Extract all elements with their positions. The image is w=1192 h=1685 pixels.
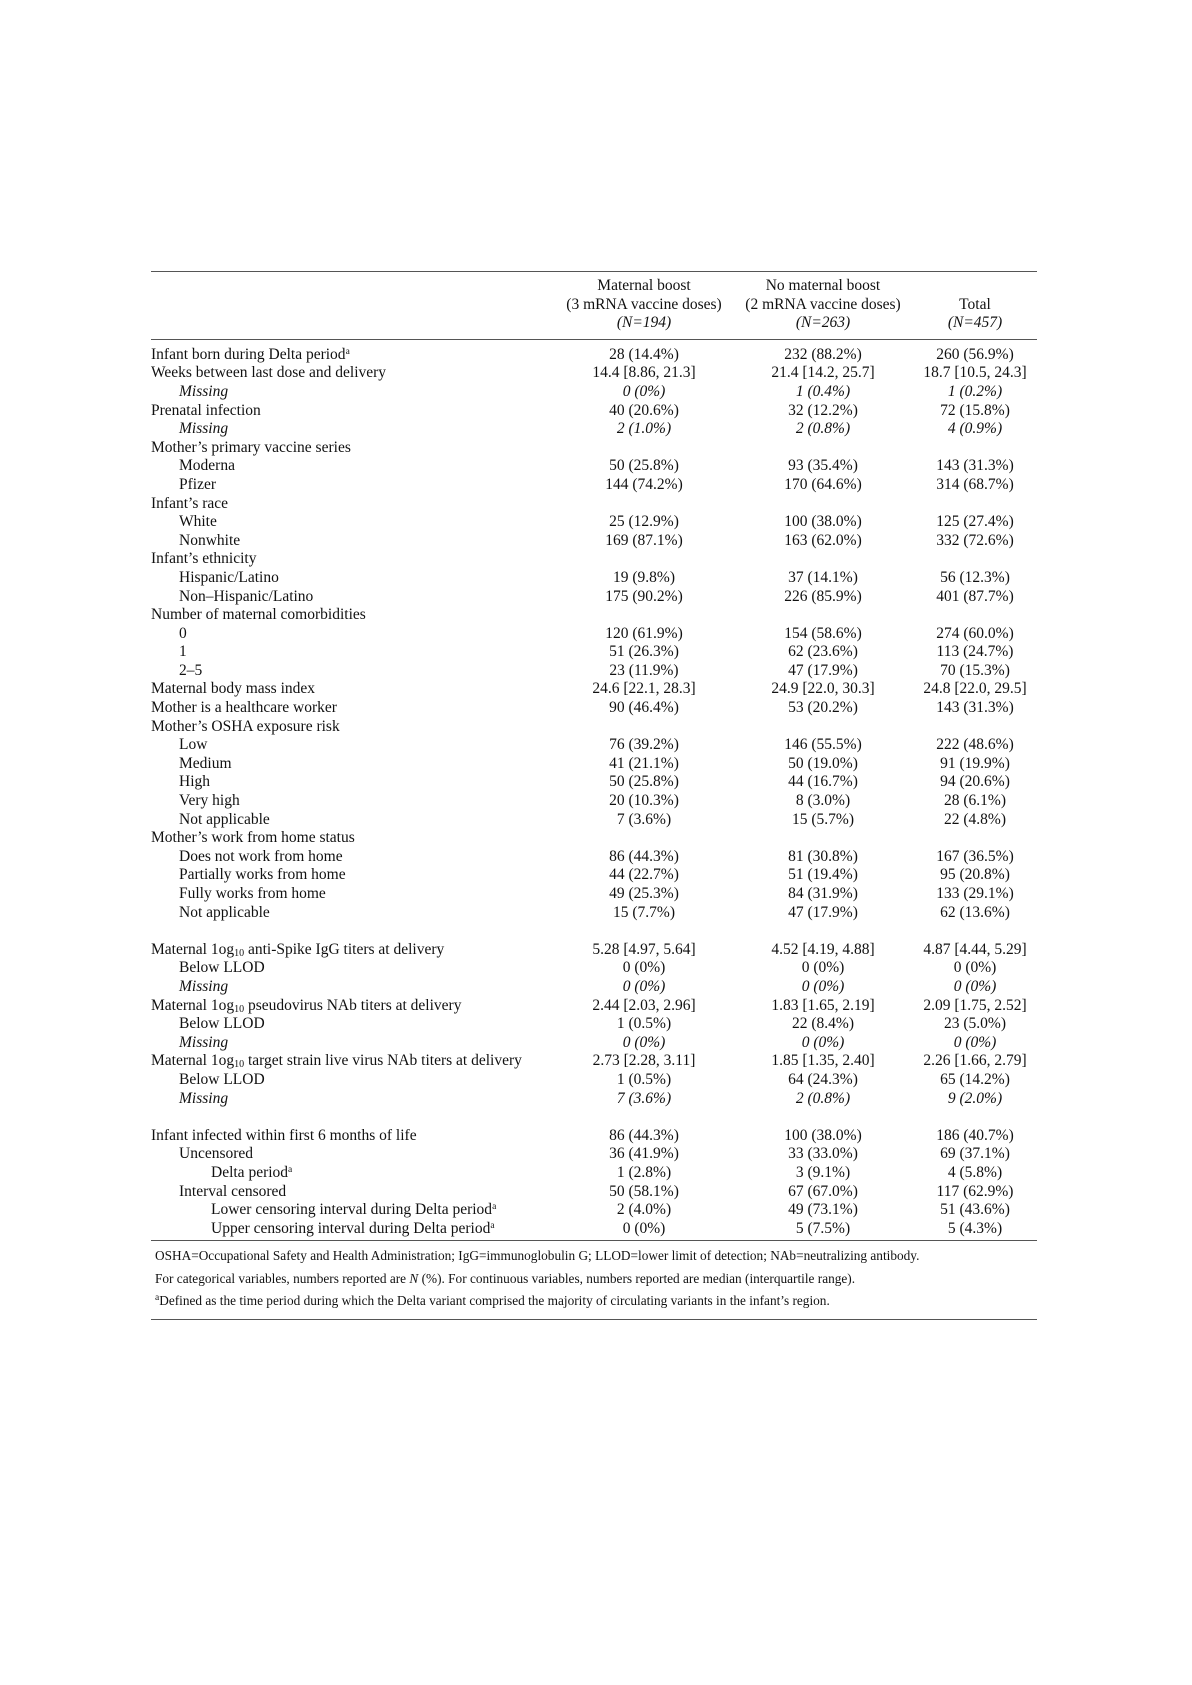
row-label: Upper censoring interval during Delta period$^a$ (211, 1219, 495, 1237)
value-no-maternal-boost (733, 718, 913, 737)
value-no-maternal-boost: 49 (73.1%) (788, 1201, 858, 1219)
value-maternal-boost: 28 (14.4%) (609, 345, 679, 363)
value-total: 24.8 [22.0, 29.5] (923, 680, 1027, 698)
row-label: 2–5 (179, 661, 203, 679)
table-row (151, 625, 1037, 644)
row-label: Low (179, 736, 208, 754)
table-row (151, 997, 1037, 1016)
value-maternal-boost (555, 829, 733, 848)
value-total: 2.26 [1.66, 2.79] (923, 1052, 1027, 1070)
row-label: Pfizer (179, 475, 217, 493)
value-maternal-boost: 169 (87.1%) (605, 531, 683, 549)
value-total: 2.09 [1.75, 2.52] (923, 996, 1027, 1014)
row-label: Very high (179, 792, 240, 810)
table-row (151, 773, 1037, 792)
value-total: 274 (60.0%) (936, 624, 1014, 642)
table-row (151, 1220, 1037, 1241)
table-row (151, 978, 1037, 997)
table-row (151, 755, 1037, 774)
table-row (151, 680, 1037, 699)
column-header-maternal-boost: Maternal boost (3 mRNA vaccine doses) (N=194) (555, 272, 733, 340)
value-no-maternal-boost: 0 (0%) (801, 959, 845, 977)
value-total: 22 (4.8%) (944, 810, 1006, 828)
value-total: 332 (72.6%) (936, 531, 1014, 549)
value-maternal-boost: 0 (0%) (622, 1219, 666, 1237)
row-label: Non–Hispanic/Latino (179, 587, 314, 605)
value-total (913, 829, 1037, 848)
spacer-cell (151, 1108, 1037, 1127)
row-label: Medium (179, 754, 232, 772)
value-total (913, 718, 1037, 737)
value-total (913, 439, 1037, 458)
row-label: Number of maternal comorbidities (151, 606, 366, 624)
row-label: White (179, 513, 217, 531)
table-body (151, 339, 1037, 1241)
value-total: 4 (0.9%) (947, 420, 1003, 438)
row-label: Not applicable (179, 810, 270, 828)
value-no-maternal-boost: 50 (19.0%) (788, 754, 858, 772)
value-total: 56 (12.3%) (940, 568, 1010, 586)
value-total: 0 (0%) (953, 1033, 997, 1051)
row-label: Infant born during Delta period$^a$ (151, 345, 350, 363)
value-total: 65 (14.2%) (940, 1070, 1010, 1088)
table-row (151, 885, 1037, 904)
table-row (151, 402, 1037, 421)
row-label: Hispanic/Latino (179, 568, 279, 586)
value-maternal-boost: 2 (4.0%) (616, 1201, 672, 1219)
row-label: Maternal $1og_{10}$ target strain live virus NAb titers at delivery (151, 1052, 522, 1071)
row-label: Fully works from home (179, 885, 326, 902)
row-label: Infant’s race (151, 494, 229, 512)
value-maternal-boost: 144 (74.2%) (605, 475, 683, 493)
value-maternal-boost: 120 (61.9%) (605, 624, 683, 642)
table-row (151, 513, 1037, 532)
row-label: Mother’s OSHA exposure risk (151, 717, 340, 735)
row-label: Weeks between last dose and delivery (151, 364, 387, 382)
value-maternal-boost: 36 (41.9%) (609, 1145, 679, 1163)
value-maternal-boost: 2.44 [2.03, 2.96] (592, 996, 696, 1014)
value-total: 0 (0%) (953, 977, 997, 995)
row-label: Mother is a healthcare worker (151, 699, 337, 717)
value-maternal-boost: 41 (21.1%) (609, 754, 679, 772)
value-no-maternal-boost: 1 (0.4%) (795, 382, 851, 400)
table-row (151, 1071, 1037, 1090)
row-label: Missing (179, 420, 229, 438)
header-blank (151, 272, 555, 340)
value-maternal-boost: 20 (10.3%) (609, 792, 679, 810)
value-maternal-boost (555, 718, 733, 737)
value-no-maternal-boost: 226 (85.9%) (784, 587, 862, 605)
table-row (151, 848, 1037, 867)
row-label: Not applicable (179, 903, 270, 921)
row-label: Mother’s work from home status (151, 829, 355, 847)
footnote-delta-definition: $^a$Defined as the time period during which the Delta variant comprised the majority of circulating variants in the infant’s region. (155, 1293, 830, 1309)
row-label: Maternal $1og_{10}$ anti-Spike IgG titers at delivery (151, 940, 445, 959)
table-row (151, 339, 1037, 364)
value-maternal-boost: 50 (25.8%) (609, 457, 679, 475)
value-no-maternal-boost: 15 (5.7%) (792, 810, 854, 828)
value-total: 0 (0%) (953, 959, 997, 977)
value-total: 401 (87.7%) (936, 587, 1014, 605)
table-row (151, 941, 1037, 960)
value-no-maternal-boost (733, 829, 913, 848)
value-maternal-boost: 0 (0%) (622, 959, 666, 977)
value-maternal-boost (555, 550, 733, 569)
value-total (913, 495, 1037, 514)
value-no-maternal-boost: 170 (64.6%) (784, 475, 862, 493)
value-maternal-boost: 76 (39.2%) (609, 736, 679, 754)
value-total: 4.87 [4.44, 5.29] (923, 940, 1027, 958)
footnote-reporting: For categorical variables, numbers reported are N (%). For continuous variables, numbers reported are median (interquartile range). (155, 1270, 856, 1286)
value-total: 186 (40.7%) (936, 1126, 1014, 1144)
value-maternal-boost: 0 (0%) (622, 977, 666, 995)
value-maternal-boost: 90 (46.4%) (609, 699, 679, 717)
column-header-total: Total (N=457) (913, 272, 1037, 340)
table-row (151, 439, 1037, 458)
value-no-maternal-boost: 1.83 [1.65, 2.19] (771, 996, 875, 1014)
value-maternal-boost: 86 (44.3%) (609, 847, 679, 865)
row-label: Below LLOD (179, 1015, 265, 1033)
value-total: 260 (56.9%) (936, 345, 1014, 363)
value-total: 4 (5.8%) (947, 1163, 1003, 1181)
value-total: 23 (5.0%) (944, 1015, 1006, 1033)
row-label: Infant infected within first 6 months of life (151, 1126, 417, 1144)
value-no-maternal-boost: 53 (20.2%) (788, 699, 858, 717)
value-no-maternal-boost: 5 (7.5%) (795, 1219, 851, 1237)
value-no-maternal-boost: 154 (58.6%) (784, 624, 862, 642)
value-no-maternal-boost: 0 (0%) (801, 977, 845, 995)
table-row (151, 643, 1037, 662)
value-no-maternal-boost: 2 (0.8%) (795, 1089, 851, 1107)
column-header-no-maternal-boost: No maternal boost (2 mRNA vaccine doses) (N=263) (733, 272, 913, 340)
value-total: 95 (20.8%) (940, 866, 1010, 884)
table-row (151, 718, 1037, 737)
value-no-maternal-boost: 3 (9.1%) (795, 1163, 851, 1181)
value-maternal-boost: 7 (3.6%) (616, 1089, 672, 1107)
value-maternal-boost: 23 (11.9%) (609, 661, 679, 679)
row-label: Nonwhite (179, 531, 241, 549)
value-total: 167 (36.5%) (936, 847, 1014, 865)
table-row (151, 904, 1037, 923)
value-total: 113 (24.7%) (936, 643, 1014, 661)
table-row (151, 1183, 1037, 1202)
table-row (151, 829, 1037, 848)
row-label: 1 (179, 643, 187, 661)
table-row (151, 532, 1037, 551)
row-label: Maternal $1og_{10}$ pseudovirus NAb titers at delivery (151, 996, 462, 1015)
row-label: Lower censoring interval during Delta period$^a$ (211, 1201, 497, 1219)
table-row (151, 866, 1037, 885)
table-row (151, 1090, 1037, 1109)
value-maternal-boost (555, 495, 733, 514)
table-row (151, 699, 1037, 718)
value-no-maternal-boost: 22 (8.4%) (792, 1015, 854, 1033)
value-total: 70 (15.3%) (940, 661, 1010, 679)
value-no-maternal-boost (733, 550, 913, 569)
row-label: Delta period$^a$ (211, 1163, 293, 1181)
value-maternal-boost: 1 (0.5%) (616, 1070, 672, 1088)
value-total: 91 (19.9%) (940, 754, 1010, 772)
value-no-maternal-boost (733, 495, 913, 514)
value-no-maternal-boost: 146 (55.5%) (784, 736, 862, 754)
row-label: Mother’s primary vaccine series (151, 438, 351, 456)
value-total: 117 (62.9%) (936, 1182, 1014, 1200)
table-row (151, 1145, 1037, 1164)
value-maternal-boost: 1 (0.5%) (616, 1015, 672, 1033)
row-label: Uncensored (179, 1145, 254, 1163)
value-no-maternal-boost: 100 (38.0%) (784, 1126, 862, 1144)
value-total: 222 (48.6%) (936, 736, 1014, 754)
value-no-maternal-boost: 51 (19.4%) (788, 866, 858, 884)
value-no-maternal-boost: 100 (38.0%) (784, 513, 862, 531)
value-total: 72 (15.8%) (940, 401, 1010, 419)
table-row (151, 476, 1037, 495)
value-no-maternal-boost: 0 (0%) (801, 1033, 845, 1051)
value-no-maternal-boost: 47 (17.9%) (788, 661, 858, 679)
value-maternal-boost: 19 (9.8%) (613, 568, 675, 586)
row-label: Missing (179, 382, 229, 400)
characteristics-table (151, 271, 1037, 1320)
row-label: Does not work from home (179, 847, 343, 865)
value-maternal-boost: 2 (1.0%) (616, 420, 672, 438)
value-no-maternal-boost: 62 (23.6%) (788, 643, 858, 661)
value-maternal-boost: 50 (58.1%) (609, 1182, 679, 1200)
value-no-maternal-boost: 32 (12.2%) (788, 401, 858, 419)
value-no-maternal-boost: 64 (24.3%) (788, 1070, 858, 1088)
value-total: 125 (27.4%) (936, 513, 1014, 531)
table-row (151, 606, 1037, 625)
table-row (151, 550, 1037, 569)
value-maternal-boost: 25 (12.9%) (609, 513, 679, 531)
value-total: 133 (29.1%) (936, 885, 1014, 902)
value-total: 62 (13.6%) (940, 903, 1010, 921)
value-maternal-boost: 0 (0%) (622, 1033, 666, 1051)
row-label: Below LLOD (179, 959, 265, 977)
value-no-maternal-boost: 67 (67.0%) (788, 1182, 858, 1200)
value-maternal-boost (555, 606, 733, 625)
table-row (151, 457, 1037, 476)
table-row (151, 792, 1037, 811)
row-label: Missing (179, 1089, 229, 1107)
value-total: 9 (2.0%) (947, 1089, 1003, 1107)
row-label: Missing (179, 977, 229, 995)
table-row (151, 1034, 1037, 1053)
row-label: High (179, 773, 210, 791)
value-no-maternal-boost: 1.85 [1.35, 2.40] (771, 1052, 875, 1070)
value-maternal-boost: 86 (44.3%) (609, 1126, 679, 1144)
row-label: Below LLOD (179, 1070, 265, 1088)
value-maternal-boost: 40 (20.6%) (609, 401, 679, 419)
value-no-maternal-boost: 24.9 [22.0, 30.3] (771, 680, 875, 698)
value-no-maternal-boost: 232 (88.2%) (784, 345, 862, 363)
value-no-maternal-boost: 44 (16.7%) (788, 773, 858, 791)
value-total: 5 (4.3%) (947, 1219, 1003, 1237)
value-maternal-boost (555, 439, 733, 458)
value-no-maternal-boost: 4.52 [4.19, 4.88] (771, 940, 875, 958)
table-row (151, 662, 1037, 681)
value-no-maternal-boost: 2 (0.8%) (795, 420, 851, 438)
value-total (913, 606, 1037, 625)
table-row (151, 1164, 1037, 1183)
table-row (151, 420, 1037, 439)
value-total (913, 550, 1037, 569)
table-row (151, 959, 1037, 978)
value-maternal-boost: 1 (2.8%) (616, 1163, 672, 1181)
spacer-row (151, 922, 1037, 941)
value-maternal-boost: 49 (25.3%) (609, 885, 679, 902)
value-maternal-boost: 24.6 [22.1, 28.3] (592, 680, 696, 698)
value-no-maternal-boost: 37 (14.1%) (788, 568, 858, 586)
table-row (151, 383, 1037, 402)
table-footnotes (151, 1241, 1037, 1320)
row-label: Prenatal infection (151, 401, 261, 419)
value-no-maternal-boost: 93 (35.4%) (788, 457, 858, 475)
value-total: 143 (31.3%) (936, 699, 1014, 717)
value-no-maternal-boost: 47 (17.9%) (788, 903, 858, 921)
table-row (151, 1201, 1037, 1220)
value-maternal-boost: 50 (25.8%) (609, 773, 679, 791)
value-maternal-boost: 7 (3.6%) (616, 810, 672, 828)
row-label: Moderna (179, 457, 235, 475)
row-label: Interval censored (179, 1182, 287, 1200)
value-no-maternal-boost: 8 (3.0%) (795, 792, 851, 810)
value-no-maternal-boost: 33 (33.0%) (788, 1145, 858, 1163)
footnote-abbreviations: OSHA=Occupational Safety and Health Administration; IgG=immunoglobulin G; LLOD=lower limit of detection; NAb=neutralizing antibody. (155, 1248, 920, 1264)
value-total: 18.7 [10.5, 24.3] (923, 364, 1027, 382)
spacer-row (151, 1108, 1037, 1127)
value-no-maternal-boost: 81 (30.8%) (788, 847, 858, 865)
value-no-maternal-boost: 84 (31.9%) (788, 885, 858, 902)
value-maternal-boost: 15 (7.7%) (613, 903, 675, 921)
table-row (151, 736, 1037, 755)
value-total: 143 (31.3%) (936, 457, 1014, 475)
row-label: Partially works from home (179, 866, 346, 884)
row-label: Maternal body mass index (151, 680, 316, 698)
value-total: 94 (20.6%) (940, 773, 1010, 791)
value-total: 1 (0.2%) (947, 382, 1003, 400)
value-no-maternal-boost: 163 (62.0%) (784, 531, 862, 549)
value-total: 314 (68.7%) (936, 475, 1014, 493)
table-row (151, 1015, 1037, 1034)
value-no-maternal-boost: 21.4 [14.2, 25.7] (771, 364, 875, 382)
table-row (151, 1127, 1037, 1146)
value-maternal-boost: 14.4 [8.86, 21.3] (592, 364, 696, 382)
value-maternal-boost: 51 (26.3%) (609, 643, 679, 661)
row-label: 0 (179, 624, 187, 642)
row-label: Infant’s ethnicity (151, 550, 257, 568)
value-no-maternal-boost (733, 606, 913, 625)
spacer-cell (151, 922, 1037, 941)
table-row (151, 588, 1037, 607)
value-maternal-boost: 0 (0%) (622, 382, 666, 400)
table-row (151, 1052, 1037, 1071)
value-total: 69 (37.1%) (940, 1145, 1010, 1163)
table-row (151, 364, 1037, 383)
value-maternal-boost: 2.73 [2.28, 3.11] (592, 1052, 696, 1070)
value-maternal-boost: 175 (90.2%) (605, 587, 683, 605)
value-no-maternal-boost (733, 439, 913, 458)
table-row (151, 495, 1037, 514)
row-label: Missing (179, 1033, 229, 1051)
value-total: 28 (6.1%) (944, 792, 1006, 810)
value-maternal-boost: 44 (22.7%) (609, 866, 679, 884)
table-row (151, 569, 1037, 588)
value-maternal-boost: 5.28 [4.97, 5.64] (592, 940, 696, 958)
value-total: 51 (43.6%) (940, 1201, 1010, 1219)
table-row (151, 811, 1037, 830)
